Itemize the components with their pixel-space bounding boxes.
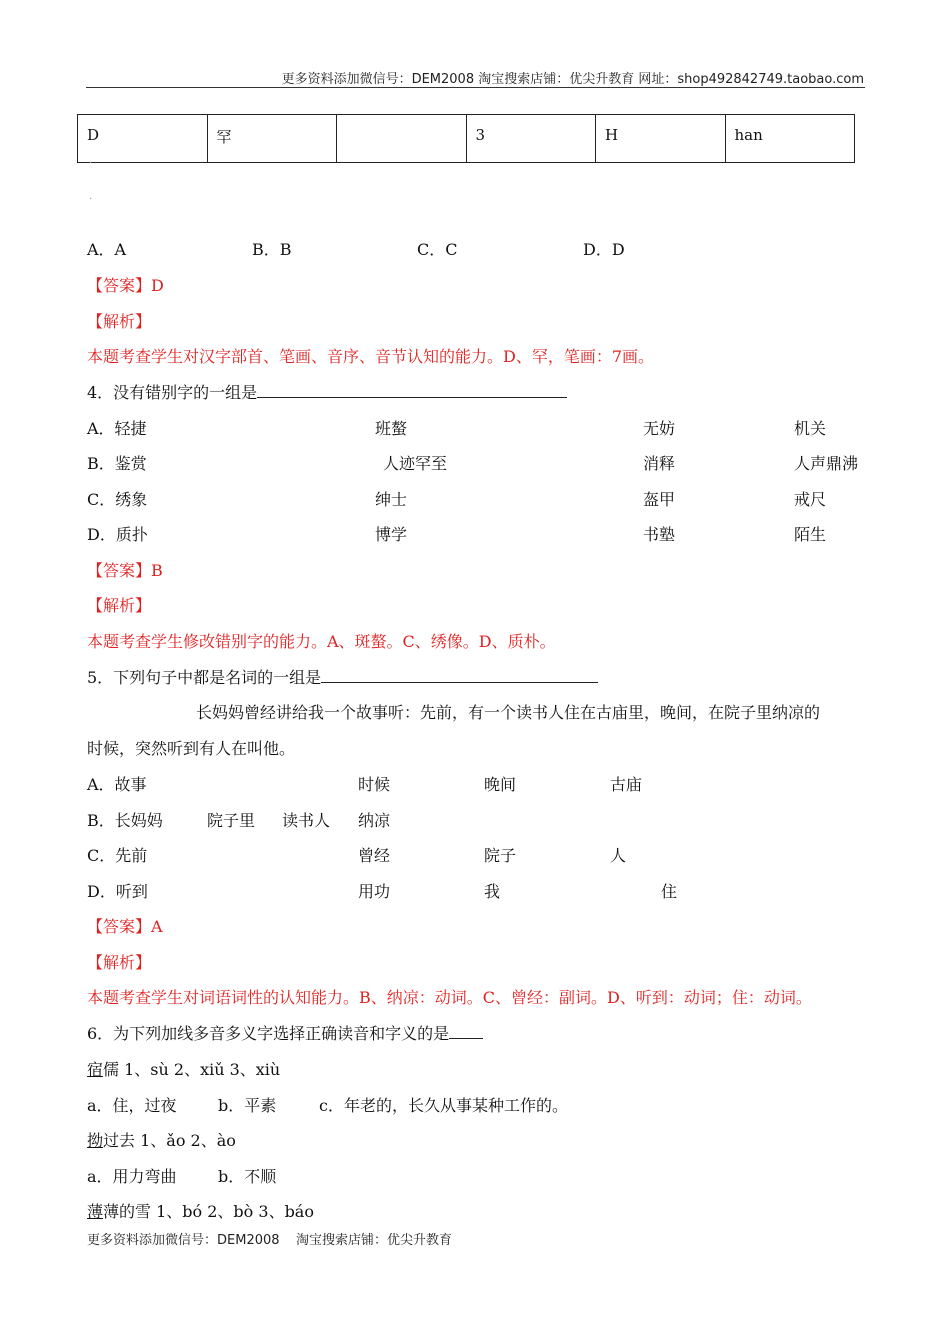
q5-row-a-word: 古庙 [610, 775, 643, 794]
q4-row-c-label: C．绣象 [87, 490, 148, 509]
q6-item-3 [87, 1199, 314, 1222]
q6-item-2-meaning-a: a．用力弯曲 [87, 1167, 177, 1186]
q6-item-2 [87, 1128, 236, 1151]
q3-option-b: B．B [252, 240, 292, 259]
q6-item-1-pinyin: 儒 1、sù 2、xiǔ 3、xiù [103, 1060, 281, 1079]
q5-passage-line2: 时候，突然听到有人在叫他。 [87, 739, 296, 758]
q3-option-c: C．C [417, 240, 458, 259]
table-cell: han [725, 115, 855, 163]
q5-row-c-word: 人 [610, 846, 627, 865]
q4-row-c-word: 戒尺 [794, 490, 827, 509]
table-cell: D [78, 115, 208, 163]
q4-row-b-word: 人迹罕至 [383, 454, 448, 473]
q6-item-3-pinyin: 薄的雪 1、bó 2、bò 3、báo [103, 1202, 314, 1221]
q5-row-d-word: 住 [661, 882, 678, 901]
q4-row-b-word: 消释 [643, 454, 676, 473]
underlined-character: 宿 [87, 1060, 104, 1079]
q6-stem [87, 1021, 483, 1044]
page-header: 更多资料添加微信号：DEM2008 淘宝搜索店铺：优尖升教育 网址：shop492842749.taobao.com [281, 72, 864, 87]
q4-row-d-word: 博学 [375, 525, 408, 544]
underlined-character: 拗 [87, 1131, 104, 1150]
q4-row-a-label: A．轻捷 [87, 419, 147, 438]
table-cell [337, 115, 467, 163]
q4-row-d-label: D．质扑 [87, 525, 148, 544]
page-footer: 更多资料添加微信号：DEM2008 淘宝搜索店铺：优尖升教育 [87, 1233, 453, 1248]
q5-row-c-word: 院子 [484, 846, 517, 865]
q5-row-a-word: 晚间 [484, 775, 517, 794]
q5-row-c-word: 曾经 [358, 846, 391, 865]
q5-row-d-word: 我 [484, 882, 501, 901]
header-divider [86, 87, 865, 88]
table-cell: 罕 [207, 115, 337, 163]
q6-item-1-meaning-a: a．住，过夜 [87, 1096, 177, 1115]
paragraph-mark: . [89, 191, 93, 202]
q3-answer: 【答案】D [87, 276, 164, 295]
table-cell: H [596, 115, 726, 163]
q4-row-a-word: 机关 [794, 419, 827, 438]
q4-stem [87, 380, 567, 403]
answer-blank [449, 1024, 483, 1039]
q5-analysis: 本题考查学生对词语词性的认知能力。B、纳凉：动词。C、曾经：副词。D、听到：动词；住：动词。 [87, 988, 812, 1007]
q5-row-d-word: 用功 [358, 882, 391, 901]
q5-row-b-word: 院子里 [207, 811, 256, 830]
q5-analysis-label: 【解析】 [87, 953, 152, 972]
q6-item-1 [87, 1057, 280, 1080]
q4-row-b-word: 人声鼎沸 [794, 454, 859, 473]
q6-item-2-meaning-b: b．不顺 [218, 1167, 277, 1186]
q5-stem-text: 5．下列句子中都是名词的一组是 [87, 668, 322, 687]
q4-row-c-word: 绅士 [375, 490, 408, 509]
q6-item-1-meaning-c: c．年老的，长久从事某种工作的。 [319, 1096, 568, 1115]
q5-stem [87, 665, 598, 688]
character-info-table [77, 114, 855, 163]
q5-passage-line1: 长妈妈曾经讲给我一个故事听：先前，有一个读书人住在古庙里，晚间，在院子里纳凉的 [196, 703, 821, 722]
q4-row-b-label: B．鉴赏 [87, 454, 147, 473]
q5-row-d-label: D．听到 [87, 882, 148, 901]
q5-answer: 【答案】A [87, 917, 163, 936]
q5-row-b-word: 纳凉 [358, 811, 391, 830]
q5-row-b-word: 读书人 [282, 811, 331, 830]
q3-analysis-label: 【解析】 [87, 312, 152, 331]
q5-row-c-label: C．先前 [87, 846, 148, 865]
table-cell: 3 [466, 115, 596, 163]
q6-item-2-pinyin: 过去 1、ǎo 2、ào [103, 1131, 236, 1150]
q4-answer: 【答案】B [87, 561, 163, 580]
q4-row-a-word: 无妨 [643, 419, 676, 438]
q4-row-a-word: 班螯 [375, 419, 408, 438]
q5-row-a-label: A．故事 [87, 775, 147, 794]
q4-stem-text: 4．没有错别字的一组是 [87, 383, 258, 402]
q4-row-d-word: 书塾 [643, 525, 676, 544]
q4-analysis-label: 【解析】 [87, 596, 152, 615]
q3-option-d: D．D [583, 240, 625, 259]
q3-option-a: A．A [87, 240, 127, 259]
answer-blank [321, 668, 598, 683]
q4-analysis: 本题考查学生修改错别字的能力。A、斑螯。C、绣像。D、质朴。 [87, 632, 556, 651]
table-row [78, 115, 855, 163]
q6-stem-text: 6．为下列加线多音多义字选择正确读音和字义的是 [87, 1024, 450, 1043]
q4-row-d-word: 陌生 [794, 525, 827, 544]
q5-row-b-label: B．长妈妈 [87, 811, 163, 830]
paragraph-mark: . [89, 155, 93, 166]
q5-row-a-word: 时候 [358, 775, 391, 794]
q3-analysis: 本题考查学生对汉字部首、笔画、音序、音节认知的能力。D、罕，笔画：7画。 [87, 347, 655, 366]
q4-row-c-word: 盔甲 [643, 490, 676, 509]
answer-blank [257, 383, 567, 398]
underlined-character: 薄 [87, 1202, 104, 1221]
q6-item-1-meaning-b: b．平素 [218, 1096, 277, 1115]
